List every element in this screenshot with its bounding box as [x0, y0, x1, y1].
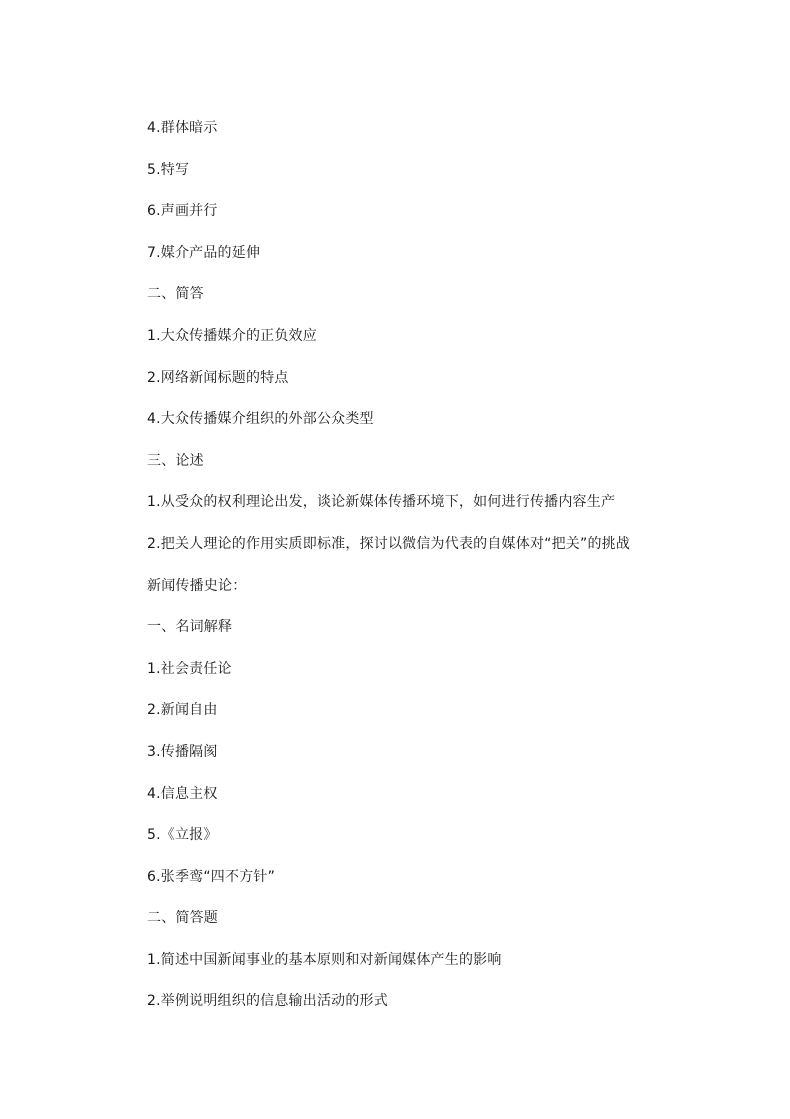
section-heading: 二、简答 — [147, 286, 204, 303]
list-item: 1.社会责任论 — [147, 660, 232, 677]
list-item: 2.网络新闻标题的特点 — [147, 369, 289, 386]
subject-heading: 新闻传播史论： — [147, 577, 247, 594]
list-item: 2.把关人理论的作用实质即标准，探讨以微信为代表的自媒体对“把关”的挑战 — [147, 535, 631, 552]
list-item: 7.媒介产品的延伸 — [147, 244, 261, 261]
document-body — [147, 118, 747, 1033]
list-item: 6.声画并行 — [147, 203, 218, 220]
list-item: 4.大众传播媒介组织的外部公众类型 — [147, 411, 374, 428]
list-item: 4.信息主权 — [147, 785, 218, 802]
list-item: 6.张季鸾“四不方针” — [147, 868, 276, 885]
list-item: 1.大众传播媒介的正负效应 — [147, 327, 317, 344]
section-heading: 三、论述 — [147, 452, 204, 469]
list-item: 1.从受众的权利理论出发，谈论新媒体传播环境下，如何进行传播内容生产 — [147, 494, 616, 511]
list-item: 4.群体暗示 — [147, 120, 218, 136]
list-item: 1.简述中国新闻事业的基本原则和对新闻媒体产生的影响 — [147, 951, 502, 968]
list-item: 5.《立报》 — [147, 827, 218, 844]
list-item: 2.举例说明组织的信息输出活动的形式 — [147, 993, 388, 1010]
section-heading: 一、名词解释 — [147, 619, 233, 636]
section-heading: 二、简答题 — [147, 910, 218, 927]
list-item: 3.传播隔阂 — [147, 743, 218, 760]
list-item: 5.特写 — [147, 161, 190, 178]
list-item: 2.新闻自由 — [147, 702, 218, 719]
